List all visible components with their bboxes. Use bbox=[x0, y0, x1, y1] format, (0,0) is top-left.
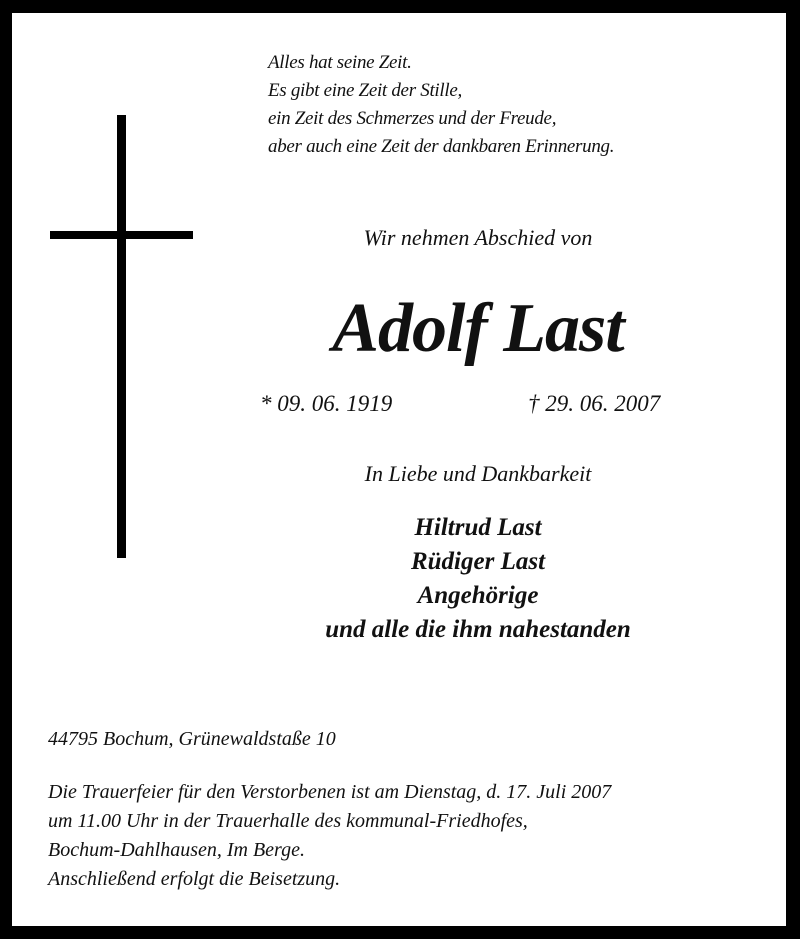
mourners-list bbox=[192, 511, 764, 647]
farewell-text: Wir nehmen Abschied von bbox=[363, 225, 593, 250]
funeral-line: um 11.00 Uhr in der Trauerhalle des kommunal-Friedhofes, bbox=[48, 810, 528, 832]
mourner: und alle die ihm nahestanden bbox=[325, 616, 631, 643]
funeral-line: Anschließend erfolgt die Beisetzung. bbox=[48, 868, 341, 890]
birth-date: * 09. 06. 1919 bbox=[260, 391, 393, 416]
cross-icon-horizontal bbox=[50, 231, 193, 239]
poem-line: Es gibt eine Zeit der Stille, bbox=[268, 80, 462, 101]
mourner: Angehörige bbox=[417, 582, 539, 609]
mourner: Hiltrud Last bbox=[414, 514, 542, 541]
death-date: † 29. 06. 2007 bbox=[528, 391, 661, 416]
funeral-line: Bochum-Dahlhausen, Im Berge. bbox=[48, 839, 305, 861]
poem bbox=[268, 49, 614, 161]
obituary-card bbox=[12, 13, 786, 926]
funeral-line: Die Trauerfeier für den Verstorbenen ist am Dienstag, d. 17. Juli 2007 bbox=[48, 781, 612, 803]
address: 44795 Bochum, Grünewaldstaße 10 bbox=[48, 728, 336, 750]
mourner: Rüdiger Last bbox=[410, 548, 546, 575]
poem-line: aber auch eine Zeit der dankbaren Erinnerung. bbox=[268, 136, 615, 157]
funeral-info bbox=[48, 778, 611, 894]
deceased-name: Adolf Last bbox=[332, 290, 624, 367]
poem-line: ein Zeit des Schmerzes und der Freude, bbox=[268, 108, 557, 129]
cross-icon-vertical bbox=[117, 115, 126, 558]
poem-line: Alles hat seine Zeit. bbox=[268, 52, 412, 73]
love-text: In Liebe und Dankbarkeit bbox=[364, 461, 592, 486]
